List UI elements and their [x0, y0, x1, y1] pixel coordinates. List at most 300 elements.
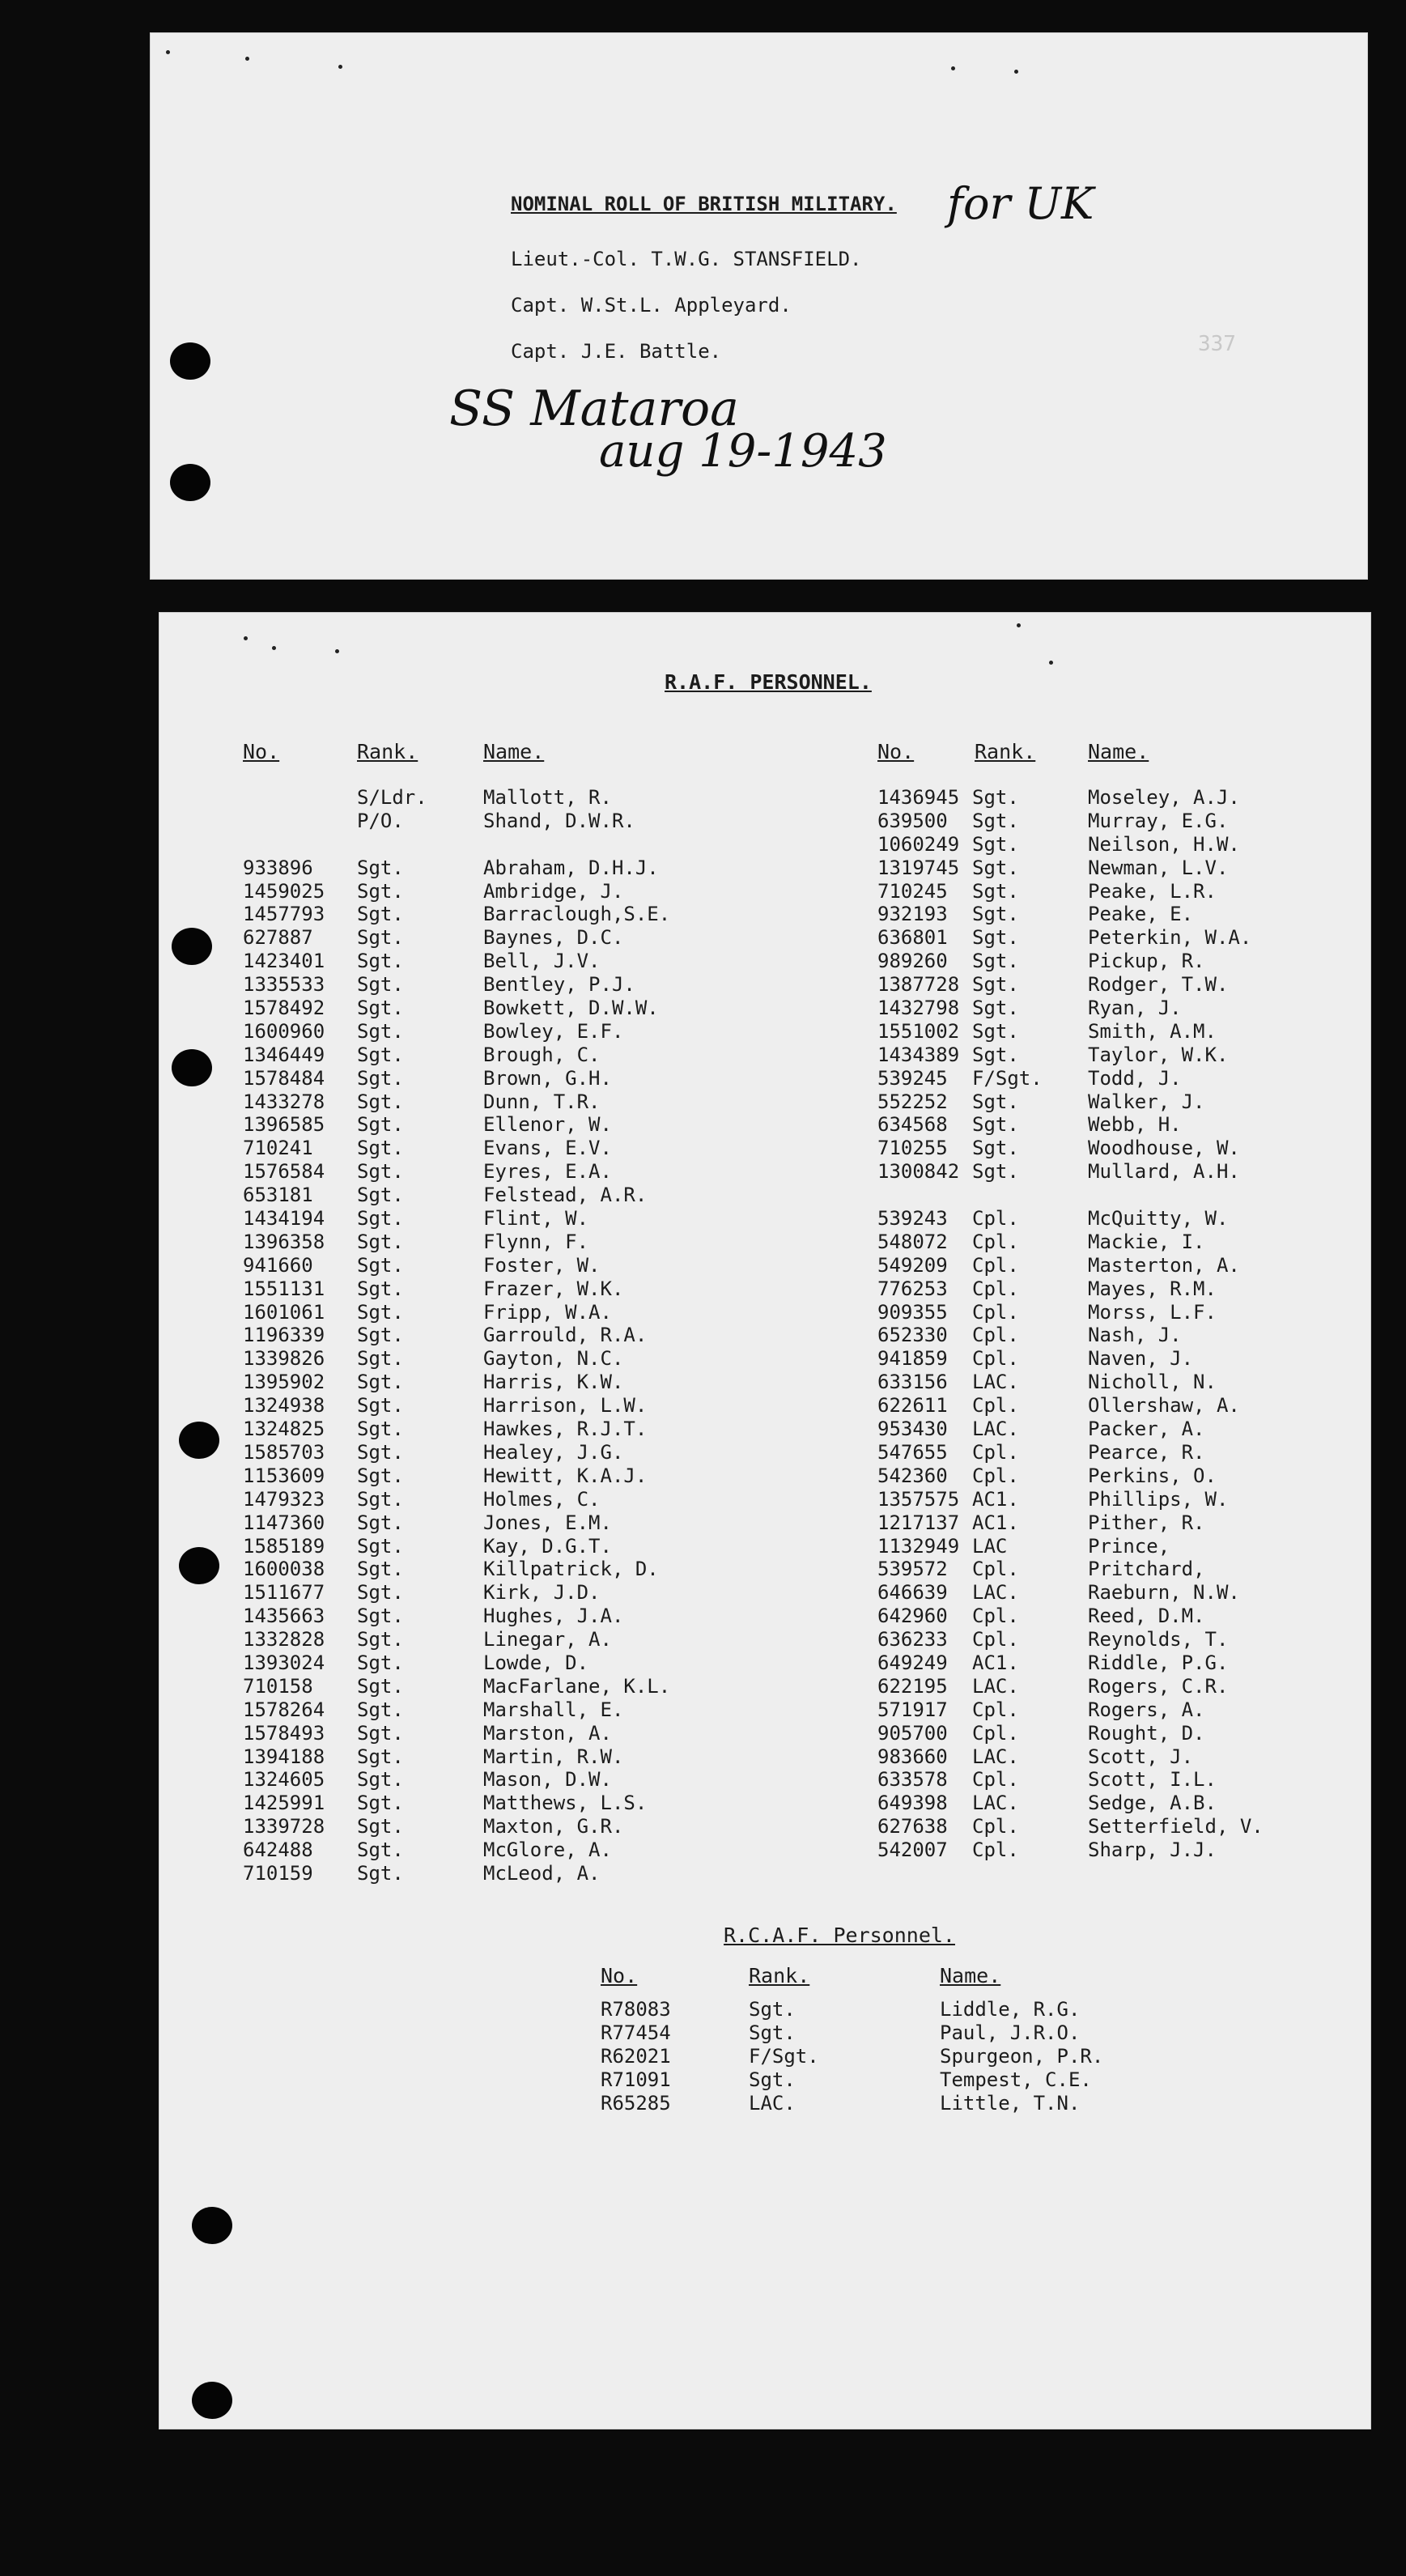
service-no: 1387728 — [877, 973, 960, 997]
service-name: Taylor, W.K. — [1088, 1043, 1229, 1066]
service-name: Prince, — [1088, 1534, 1170, 1558]
service-name: McQuitty, W. — [1088, 1207, 1229, 1231]
service-rank: Sgt. — [972, 809, 1019, 832]
service-rank: Sgt. — [357, 1066, 404, 1090]
service-rank: Sgt. — [357, 1721, 404, 1745]
service-rank: Sgt. — [357, 1558, 404, 1581]
service-no: 539245 — [877, 1066, 948, 1090]
service-name: Jones, E.M. — [483, 1511, 612, 1534]
roster-row — [243, 1137, 728, 1160]
service-rank: Sgt. — [357, 1347, 404, 1371]
service-no: 1459025 — [243, 879, 325, 903]
punch-hole — [170, 464, 210, 501]
roster-row — [243, 1651, 728, 1675]
roster-row — [243, 1722, 728, 1745]
service-no: 1576584 — [243, 1160, 325, 1184]
service-no: 905700 — [877, 1721, 948, 1745]
service-no: 1423401 — [243, 950, 325, 973]
service-rank: LAC. — [972, 1745, 1019, 1768]
service-name: Setterfield, V. — [1088, 1815, 1264, 1838]
service-rank: Sgt. — [357, 1674, 404, 1698]
service-name: Hughes, J.A. — [483, 1605, 624, 1628]
service-name: Mason, D.W. — [483, 1768, 612, 1792]
service-rank: Cpl. — [972, 1394, 1019, 1418]
roster-row — [877, 1394, 1363, 1418]
service-no: 1346449 — [243, 1043, 325, 1066]
service-name: Ellenor, W. — [483, 1113, 612, 1137]
service-rank: Sgt. — [357, 1792, 404, 1815]
service-no: R62021 — [601, 2044, 671, 2068]
service-no: 1578493 — [243, 1721, 325, 1745]
service-name: Nicholl, N. — [1088, 1371, 1217, 1394]
service-rank: Sgt. — [972, 1043, 1019, 1066]
service-no: 989260 — [877, 950, 948, 973]
service-name: Mackie, I. — [1088, 1230, 1205, 1253]
service-name: Murray, E.G. — [1088, 809, 1229, 832]
roster-row — [243, 1231, 728, 1254]
service-rank: Sgt. — [972, 926, 1019, 950]
roster-row — [243, 997, 728, 1020]
service-rank: Sgt. — [357, 1277, 404, 1300]
service-rank: Sgt. — [357, 973, 404, 997]
service-name: Peterkin, W.A. — [1088, 926, 1252, 950]
service-name: Scott, J. — [1088, 1745, 1194, 1768]
service-name: Perkins, O. — [1088, 1464, 1217, 1487]
service-name: Morss, L.F. — [1088, 1300, 1217, 1324]
service-no: 1335533 — [243, 973, 325, 997]
roster-row — [877, 1254, 1363, 1277]
roster-row — [243, 1113, 728, 1137]
service-no: 1578492 — [243, 997, 325, 1020]
service-rank: Sgt. — [972, 950, 1019, 973]
service-name: Marston, A. — [483, 1721, 612, 1745]
speck — [1014, 70, 1018, 74]
service-name: Rogers, A. — [1088, 1698, 1205, 1721]
roster-row — [243, 1675, 728, 1698]
service-name: Rogers, C.R. — [1088, 1674, 1229, 1698]
roster-row — [601, 2092, 1248, 2115]
roster-row — [243, 1441, 728, 1464]
service-name: Dunn, T.R. — [483, 1090, 601, 1113]
service-rank: Sgt. — [972, 973, 1019, 997]
service-rank: Sgt. — [357, 1605, 404, 1628]
roster-row — [243, 1371, 728, 1394]
roster-row — [243, 1745, 728, 1769]
service-rank: Sgt. — [357, 1230, 404, 1253]
service-name: Moseley, A.J. — [1088, 786, 1240, 809]
service-no: 710159 — [243, 1861, 313, 1885]
nominal-roll-cover-sheet — [150, 32, 1368, 580]
service-name: Reynolds, T. — [1088, 1628, 1229, 1651]
service-no: 1435663 — [243, 1605, 325, 1628]
roster-row — [877, 1067, 1363, 1090]
roster-row — [877, 1231, 1363, 1254]
roster-row — [243, 1511, 728, 1535]
service-no: R71091 — [601, 2068, 671, 2091]
service-no: 633156 — [877, 1371, 948, 1394]
service-name: Frazer, W.K. — [483, 1277, 624, 1300]
raf-left-roster — [243, 786, 728, 1885]
roster-row — [243, 950, 728, 973]
service-name: Abraham, D.H.J. — [483, 856, 659, 879]
right-header-rank: Rank. — [975, 740, 1036, 763]
service-rank: Sgt. — [972, 1019, 1019, 1043]
service-rank: Cpl. — [972, 1605, 1019, 1628]
service-rank: Sgt. — [357, 1698, 404, 1721]
roster-row — [601, 2045, 1248, 2068]
service-no: 1578484 — [243, 1066, 325, 1090]
handwritten-date: aug 19-1943 — [599, 425, 887, 478]
service-no: 1551002 — [877, 1019, 960, 1043]
service-name: Pritchard, — [1088, 1558, 1205, 1581]
service-rank: LAC — [972, 1534, 1008, 1558]
service-name: Raeburn, N.W. — [1088, 1581, 1240, 1605]
roster-row — [877, 1324, 1363, 1347]
service-rank: Cpl. — [972, 1628, 1019, 1651]
service-rank: Sgt. — [357, 1511, 404, 1534]
service-name: Pearce, R. — [1088, 1440, 1205, 1464]
roster-row — [601, 1998, 1248, 2021]
roster-row — [877, 1558, 1363, 1581]
service-no: 649249 — [877, 1651, 948, 1674]
roster-row — [243, 1628, 728, 1651]
service-no: 1357575 — [877, 1487, 960, 1511]
punch-hole — [172, 928, 212, 965]
roster-row — [877, 1464, 1363, 1488]
roster-row — [877, 1722, 1363, 1745]
service-no: 633578 — [877, 1768, 948, 1792]
service-name: Mayes, R.M. — [1088, 1277, 1217, 1300]
service-no: 1393024 — [243, 1651, 325, 1674]
service-name: Baynes, D.C. — [483, 926, 624, 950]
roster-row — [601, 2068, 1248, 2092]
roster-row — [243, 1488, 728, 1511]
service-no: 710255 — [877, 1137, 948, 1160]
rcaf-roster — [601, 1998, 1248, 2115]
service-rank: Sgt. — [972, 879, 1019, 903]
service-rank: Cpl. — [972, 1277, 1019, 1300]
service-no: 1324825 — [243, 1418, 325, 1441]
service-no: 1324938 — [243, 1394, 325, 1418]
roster-row — [877, 1768, 1363, 1792]
service-rank: Sgt. — [357, 1768, 404, 1792]
roster-gap — [243, 833, 728, 857]
service-rank: F/Sgt. — [972, 1066, 1043, 1090]
service-name: Liddle, R.G. — [940, 1998, 1081, 2021]
service-rank: Sgt. — [357, 950, 404, 973]
service-rank: Cpl. — [972, 1698, 1019, 1721]
roster-row — [877, 1535, 1363, 1558]
roster-row — [243, 1815, 728, 1838]
service-rank: Sgt. — [357, 1464, 404, 1487]
roster-row — [877, 1441, 1363, 1464]
roster-row — [243, 1394, 728, 1418]
service-no: R77454 — [601, 2021, 671, 2044]
service-rank: Sgt. — [357, 1019, 404, 1043]
speck — [951, 66, 955, 70]
speck — [1049, 661, 1053, 665]
roster-row — [877, 1581, 1363, 1605]
left-header-no: No. — [243, 740, 280, 763]
service-name: Bell, J.V. — [483, 950, 601, 973]
service-name: Masterton, A. — [1088, 1253, 1240, 1277]
roster-row — [877, 786, 1363, 810]
service-no: 1319745 — [877, 856, 960, 879]
roster-row — [877, 1044, 1363, 1067]
service-name: Killpatrick, D. — [483, 1558, 659, 1581]
roster-row — [243, 1254, 728, 1277]
service-rank: Cpl. — [972, 1440, 1019, 1464]
service-no: 710158 — [243, 1674, 313, 1698]
roster-row — [243, 810, 728, 833]
roster-row — [243, 786, 728, 810]
service-rank: Sgt. — [357, 1745, 404, 1768]
rcaf-heading: R.C.A.F. Personnel. — [724, 1923, 955, 1947]
service-name: Neilson, H.W. — [1088, 832, 1240, 856]
service-name: Walker, J. — [1088, 1090, 1205, 1113]
service-name: Paul, J.R.O. — [940, 2021, 1081, 2044]
service-rank: Sgt. — [357, 1207, 404, 1231]
service-name: Scott, I.L. — [1088, 1768, 1217, 1792]
roster-row — [877, 857, 1363, 880]
roster-row — [877, 973, 1363, 997]
service-no: 1196339 — [243, 1324, 325, 1347]
roster-row — [243, 1535, 728, 1558]
roster-row — [877, 1792, 1363, 1815]
punch-hole — [172, 1049, 212, 1086]
service-rank: Sgt. — [357, 1440, 404, 1464]
roster-row — [877, 1745, 1363, 1769]
service-no: 627887 — [243, 926, 313, 950]
service-name: Pither, R. — [1088, 1511, 1205, 1534]
service-rank: Sgt. — [972, 903, 1019, 926]
service-rank: Cpl. — [972, 1324, 1019, 1347]
service-rank: S/Ldr. — [357, 786, 427, 809]
service-no: 627638 — [877, 1815, 948, 1838]
roll-title: NOMINAL ROLL OF BRITISH MILITARY. — [511, 193, 897, 215]
service-name: Peake, E. — [1088, 903, 1194, 926]
service-rank: Sgt. — [357, 1137, 404, 1160]
roster-row — [877, 997, 1363, 1020]
service-rank: LAC. — [972, 1418, 1019, 1441]
speck — [335, 649, 339, 653]
service-name: Bentley, P.J. — [483, 973, 635, 997]
service-name: Packer, A. — [1088, 1418, 1205, 1441]
service-name: Lowde, D. — [483, 1651, 589, 1674]
service-rank: Sgt. — [357, 1861, 404, 1885]
service-no: 983660 — [877, 1745, 948, 1768]
right-header-no: No. — [877, 740, 915, 763]
service-rank: Sgt. — [357, 1418, 404, 1441]
roster-row — [243, 1020, 728, 1044]
service-name: Flint, W. — [483, 1207, 589, 1231]
service-no: 1585189 — [243, 1534, 325, 1558]
service-name: Hewitt, K.A.J. — [483, 1464, 648, 1487]
service-name: Ambridge, J. — [483, 879, 624, 903]
service-name: Phillips, W. — [1088, 1487, 1229, 1511]
service-rank: Cpl. — [972, 1207, 1019, 1231]
service-name: Nash, J. — [1088, 1324, 1182, 1347]
roster-row — [877, 1371, 1363, 1394]
roster-row — [243, 857, 728, 880]
speck — [1017, 623, 1021, 627]
roster-row — [877, 1207, 1363, 1231]
service-name: Evans, E.V. — [483, 1137, 612, 1160]
service-rank: LAC. — [972, 1371, 1019, 1394]
service-rank: Cpl. — [972, 1464, 1019, 1487]
service-no: 1434194 — [243, 1207, 325, 1231]
service-no: R65285 — [601, 2091, 671, 2115]
service-no: 1585703 — [243, 1440, 325, 1464]
roster-row — [601, 2021, 1248, 2045]
service-name: Woodhouse, W. — [1088, 1137, 1240, 1160]
service-rank: Sgt. — [357, 926, 404, 950]
service-no: 547655 — [877, 1440, 948, 1464]
service-rank: P/O. — [357, 809, 404, 832]
roster-row — [243, 1558, 728, 1581]
roster-row — [877, 926, 1363, 950]
service-rank: Sgt. — [357, 1300, 404, 1324]
roster-row — [877, 950, 1363, 973]
service-no: 1600038 — [243, 1558, 325, 1581]
service-name: Mullard, A.H. — [1088, 1160, 1240, 1184]
service-name: Sharp, J.J. — [1088, 1838, 1217, 1862]
service-no: 622195 — [877, 1674, 948, 1698]
service-name: Ollershaw, A. — [1088, 1394, 1240, 1418]
service-no: 646639 — [877, 1581, 948, 1605]
roster-row — [877, 1628, 1363, 1651]
service-name: Newman, L.V. — [1088, 856, 1229, 879]
roster-row — [243, 903, 728, 926]
service-name: Matthews, L.S. — [483, 1792, 648, 1815]
service-no: 1339728 — [243, 1815, 325, 1838]
service-no: 1396585 — [243, 1113, 325, 1137]
service-rank: Sgt. — [357, 1534, 404, 1558]
service-no: 1432798 — [877, 997, 960, 1020]
roster-row — [243, 1418, 728, 1441]
punch-hole — [170, 342, 210, 380]
roster-row — [877, 1160, 1363, 1184]
service-rank: Sgt. — [972, 1137, 1019, 1160]
service-name: Shand, D.W.R. — [483, 809, 635, 832]
service-rank: Sgt. — [357, 1371, 404, 1394]
service-rank: AC1. — [972, 1511, 1019, 1534]
service-no: 642960 — [877, 1605, 948, 1628]
service-no: 1339826 — [243, 1347, 325, 1371]
service-name: Peake, L.R. — [1088, 879, 1217, 903]
left-header-rank: Rank. — [357, 740, 418, 763]
service-no: 1425991 — [243, 1792, 325, 1815]
service-no: 1300842 — [877, 1160, 960, 1184]
service-rank: Sgt. — [357, 1253, 404, 1277]
service-rank: Sgt. — [972, 786, 1019, 809]
service-rank: Cpl. — [972, 1768, 1019, 1792]
service-name: Harrison, L.W. — [483, 1394, 648, 1418]
service-name: Spurgeon, P.R. — [940, 2044, 1104, 2068]
service-rank: Sgt. — [972, 1090, 1019, 1113]
roster-row — [243, 926, 728, 950]
service-no: 1433278 — [243, 1090, 325, 1113]
service-rank: Sgt. — [357, 1043, 404, 1066]
roster-row — [877, 1277, 1363, 1301]
service-no: 571917 — [877, 1698, 948, 1721]
roster-row — [243, 1324, 728, 1347]
service-no: 1600960 — [243, 1019, 325, 1043]
service-name: Fripp, W.A. — [483, 1300, 612, 1324]
service-name: Sedge, A.B. — [1088, 1792, 1217, 1815]
service-name: Pickup, R. — [1088, 950, 1205, 973]
service-name: Kay, D.G.T. — [483, 1534, 612, 1558]
service-no: 1601061 — [243, 1300, 325, 1324]
service-no: 1394188 — [243, 1745, 325, 1768]
service-rank: Cpl. — [972, 1721, 1019, 1745]
roster-row — [877, 1675, 1363, 1698]
service-no: 1551131 — [243, 1277, 325, 1300]
service-rank: LAC. — [972, 1581, 1019, 1605]
service-name: Ryan, J. — [1088, 997, 1182, 1020]
service-no: 539243 — [877, 1207, 948, 1231]
service-rank: Sgt. — [357, 1090, 404, 1113]
roster-row — [243, 1184, 728, 1207]
roster-row — [877, 1511, 1363, 1535]
service-name: Maxton, G.R. — [483, 1815, 624, 1838]
officer-entry: Lieut.-Col. T.W.G. STANSFIELD. — [511, 248, 862, 270]
roster-row — [243, 1044, 728, 1067]
service-name: Smith, A.M. — [1088, 1019, 1217, 1043]
roster-row — [243, 1605, 728, 1628]
service-name: Marshall, E. — [483, 1698, 624, 1721]
service-name: Felstead, A.R. — [483, 1184, 648, 1207]
handwritten-ship-name: SS Mataroa — [449, 380, 739, 437]
service-name: Eyres, E.A. — [483, 1160, 612, 1184]
service-rank: Sgt. — [357, 1651, 404, 1674]
service-rank: AC1. — [972, 1487, 1019, 1511]
roster-row — [877, 1347, 1363, 1371]
service-no: 639500 — [877, 809, 948, 832]
service-no: 653181 — [243, 1184, 313, 1207]
service-name: Reed, D.M. — [1088, 1605, 1205, 1628]
service-no: 1217137 — [877, 1511, 960, 1534]
left-header-name: Name. — [483, 740, 545, 763]
service-no: 1396358 — [243, 1230, 325, 1253]
service-rank: Sgt. — [357, 1628, 404, 1651]
service-no: 642488 — [243, 1838, 313, 1862]
service-name: Linegar, A. — [483, 1628, 612, 1651]
service-rank: Cpl. — [972, 1838, 1019, 1862]
service-name: Martin, R.W. — [483, 1745, 624, 1768]
speck — [338, 65, 342, 69]
roster-row — [877, 1605, 1363, 1628]
roster-row — [243, 1347, 728, 1371]
service-rank: Sgt. — [749, 2068, 796, 2091]
service-no: 549209 — [877, 1253, 948, 1277]
service-rank: Cpl. — [972, 1300, 1019, 1324]
service-no: 953430 — [877, 1418, 948, 1441]
service-no: 941660 — [243, 1253, 313, 1277]
service-rank: Cpl. — [972, 1558, 1019, 1581]
service-no: 1511677 — [243, 1581, 325, 1605]
service-rank: Sgt. — [749, 1998, 796, 2021]
rcaf-header-name: Name. — [940, 1964, 1001, 1987]
service-rank: Cpl. — [972, 1347, 1019, 1371]
service-name: Mallott, R. — [483, 786, 612, 809]
roster-row — [243, 1792, 728, 1815]
roster-row — [243, 1838, 728, 1862]
service-no: 1578264 — [243, 1698, 325, 1721]
roster-row — [243, 1581, 728, 1605]
roster-row — [877, 1113, 1363, 1137]
personnel-roll-sheet — [159, 612, 1371, 2429]
